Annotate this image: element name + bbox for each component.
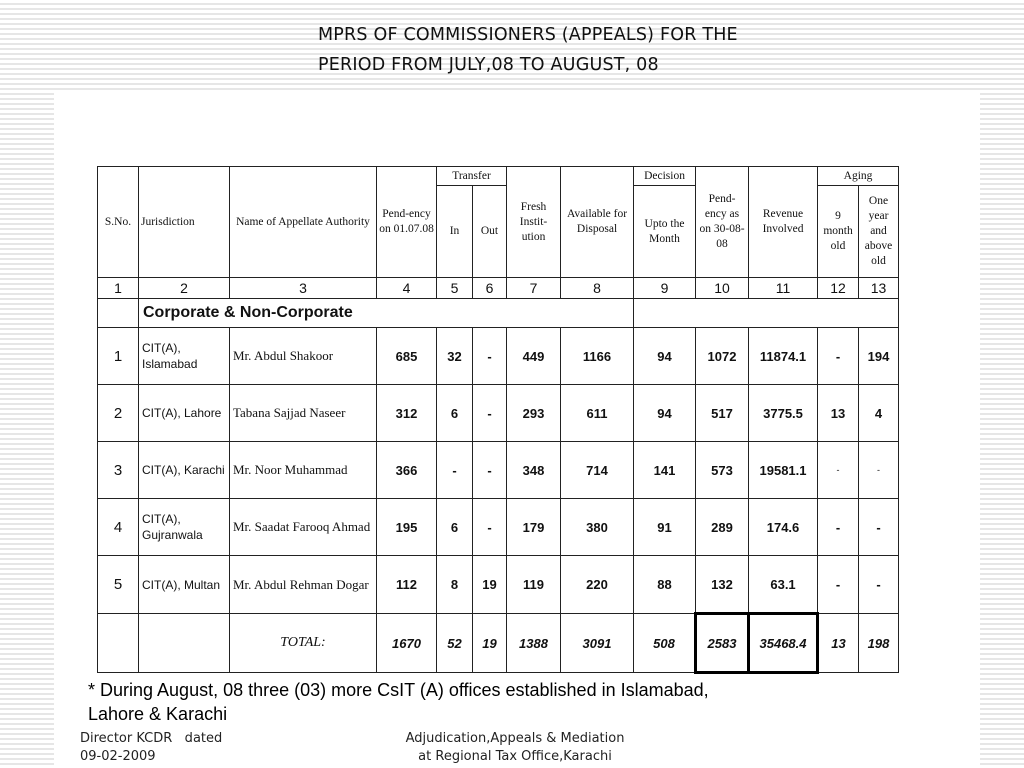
- cell-decision: 91: [634, 499, 696, 556]
- total-fresh: 1388: [507, 614, 561, 673]
- cell-out: -: [473, 385, 507, 442]
- cell-one-year: 194: [859, 328, 899, 385]
- cell-nine-month: -: [818, 328, 859, 385]
- header-nine-month: 9 month old: [818, 186, 859, 278]
- total-spacer: [98, 614, 139, 673]
- cell-pendency-start: 112: [377, 556, 437, 614]
- footer-author-line-1: Director KCDR dated: [80, 731, 223, 746]
- cell-pendency-end: 289: [696, 499, 749, 556]
- cell-sno: 2: [98, 385, 139, 442]
- header-revenue: Revenue Involved: [749, 167, 818, 278]
- cell-fresh: 348: [507, 442, 561, 499]
- cell-in: 32: [437, 328, 473, 385]
- table-row: [98, 328, 899, 385]
- cell-nine-month: -: [818, 556, 859, 614]
- page-title: [318, 20, 938, 80]
- total-nine-month: 13: [818, 614, 859, 673]
- cell-sno: 4: [98, 499, 139, 556]
- cell-one-year: -: [859, 499, 899, 556]
- column-number: 12: [818, 278, 859, 299]
- cell-fresh: 293: [507, 385, 561, 442]
- cell-pendency-end: 1072: [696, 328, 749, 385]
- section-row: [98, 299, 899, 328]
- header-sno: S.No.: [98, 167, 139, 278]
- cell-out: 19: [473, 556, 507, 614]
- cell-revenue: 11874.1: [749, 328, 818, 385]
- footnote: [88, 678, 908, 726]
- total-in: 52: [437, 614, 473, 673]
- column-number: 10: [696, 278, 749, 299]
- cell-name: Mr. Abdul Rehman Dogar: [230, 556, 377, 614]
- total-revenue: 35468.4: [749, 614, 818, 673]
- total-pendency-start: 1670: [377, 614, 437, 673]
- cell-nine-month: -: [818, 499, 859, 556]
- cell-available: 380: [561, 499, 634, 556]
- cell-decision: 94: [634, 385, 696, 442]
- section-spacer: [98, 299, 139, 328]
- title-line-1: MPRS OF COMMISSIONERS (APPEALS) FOR THE: [318, 25, 738, 45]
- cell-revenue: 3775.5: [749, 385, 818, 442]
- total-out: 19: [473, 614, 507, 673]
- header-one-year: One year and above old: [859, 186, 899, 278]
- header-decision: Decision: [634, 167, 696, 186]
- cell-pendency-start: 195: [377, 499, 437, 556]
- cell-fresh: 119: [507, 556, 561, 614]
- footer-department-line-2: at Regional Tax Office,Karachi: [418, 749, 612, 764]
- column-number: 2: [139, 278, 230, 299]
- cell-in: -: [437, 442, 473, 499]
- total-label: TOTAL:: [230, 614, 377, 673]
- cell-one-year: -: [859, 556, 899, 614]
- total-decision: 508: [634, 614, 696, 673]
- section-label: Corporate & Non-Corporate: [139, 299, 634, 328]
- cell-available: 611: [561, 385, 634, 442]
- column-number: 7: [507, 278, 561, 299]
- cell-revenue: 63.1: [749, 556, 818, 614]
- column-number: 11: [749, 278, 818, 299]
- cell-out: -: [473, 442, 507, 499]
- cell-one-year: 4: [859, 385, 899, 442]
- header-fresh: Fresh Instit-ution: [507, 167, 561, 278]
- cell-revenue: 19581.1: [749, 442, 818, 499]
- mpr-table: [97, 166, 899, 674]
- cell-pendency-start: 366: [377, 442, 437, 499]
- cell-available: 1166: [561, 328, 634, 385]
- cell-fresh: 449: [507, 328, 561, 385]
- cell-nine-month: 13: [818, 385, 859, 442]
- cell-name: Mr. Abdul Shakoor: [230, 328, 377, 385]
- total-spacer: [139, 614, 230, 673]
- cell-one-year: -: [859, 442, 899, 499]
- cell-in: 6: [437, 385, 473, 442]
- cell-out: -: [473, 499, 507, 556]
- total-row: [98, 614, 899, 673]
- column-number: 3: [230, 278, 377, 299]
- header-name: Name of Appellate Authority: [230, 167, 377, 278]
- total-available: 3091: [561, 614, 634, 673]
- cell-out: -: [473, 328, 507, 385]
- column-number: 5: [437, 278, 473, 299]
- footer-department-line-1: Adjudication,Appeals & Mediation: [405, 731, 625, 746]
- footer-date: 09-02-2009: [80, 749, 156, 764]
- column-number: 13: [859, 278, 899, 299]
- footnote-line-1: * During August, 08 three (03) more CsIT (A) offices established in Islamabad,: [88, 680, 709, 700]
- cell-revenue: 174.6: [749, 499, 818, 556]
- header-transfer: Transfer: [437, 167, 507, 186]
- cell-pendency-end: 517: [696, 385, 749, 442]
- header-row-group: [98, 167, 899, 186]
- header-pendency-start: Pend-ency on 01.07.08: [377, 167, 437, 278]
- cell-jurisdiction: CIT(A), Multan: [139, 556, 230, 614]
- cell-pendency-end: 573: [696, 442, 749, 499]
- header-upto-month: Upto the Month: [634, 186, 696, 278]
- header-aging: Aging: [818, 167, 899, 186]
- cell-in: 6: [437, 499, 473, 556]
- column-number: 8: [561, 278, 634, 299]
- title-line-2: PERIOD FROM JULY,08 TO AUGUST, 08: [318, 55, 659, 75]
- cell-jurisdiction: CIT(A), Lahore: [139, 385, 230, 442]
- table-row: [98, 442, 899, 499]
- cell-pendency-start: 312: [377, 385, 437, 442]
- header-pendency-end: Pend-ency as on 30-08-08: [696, 167, 749, 278]
- total-one-year: 198: [859, 614, 899, 673]
- cell-fresh: 179: [507, 499, 561, 556]
- cell-jurisdiction: CIT(A), Karachi: [139, 442, 230, 499]
- cell-available: 220: [561, 556, 634, 614]
- cell-jurisdiction: CIT(A), Gujranwala: [139, 499, 230, 556]
- column-number: 9: [634, 278, 696, 299]
- header-transfer-out: Out: [473, 186, 507, 278]
- cell-pendency-start: 685: [377, 328, 437, 385]
- footer-department: [365, 730, 665, 766]
- table-row: [98, 385, 899, 442]
- column-number: 1: [98, 278, 139, 299]
- cell-decision: 141: [634, 442, 696, 499]
- footnote-line-2: Lahore & Karachi: [88, 704, 228, 724]
- column-number: 4: [377, 278, 437, 299]
- cell-sno: 5: [98, 556, 139, 614]
- cell-nine-month: -: [818, 442, 859, 499]
- cell-sno: 1: [98, 328, 139, 385]
- cell-name: Tabana Sajjad Naseer: [230, 385, 377, 442]
- cell-sno: 3: [98, 442, 139, 499]
- header-available: Available for Disposal: [561, 167, 634, 278]
- header-jurisdiction: Jurisdiction: [139, 167, 230, 278]
- cell-name: Mr. Saadat Farooq Ahmad: [230, 499, 377, 556]
- column-number: 6: [473, 278, 507, 299]
- cell-pendency-end: 132: [696, 556, 749, 614]
- table-row: [98, 556, 899, 614]
- cell-in: 8: [437, 556, 473, 614]
- header-transfer-in: In: [437, 186, 473, 278]
- cell-jurisdiction: CIT(A), Islamabad: [139, 328, 230, 385]
- cell-decision: 88: [634, 556, 696, 614]
- table-row: [98, 499, 899, 556]
- cell-decision: 94: [634, 328, 696, 385]
- cell-available: 714: [561, 442, 634, 499]
- section-filler: [634, 299, 899, 328]
- column-number-row: [98, 278, 899, 299]
- total-pendency-end: 2583: [696, 614, 749, 673]
- cell-name: Mr. Noor Muhammad: [230, 442, 377, 499]
- footer-author: [80, 730, 222, 766]
